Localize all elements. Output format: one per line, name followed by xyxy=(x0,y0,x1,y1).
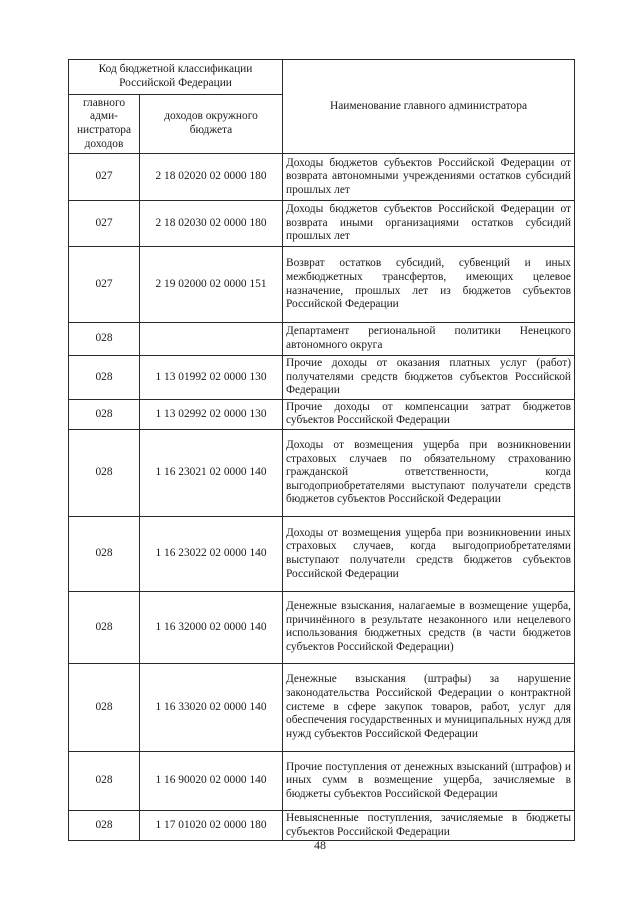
admin-code-cell: 027 xyxy=(69,154,140,201)
income-code-cell: 1 13 02992 02 0000 130 xyxy=(140,399,283,429)
administrator-name-cell: Прочие поступления от денежных взысканий (штрафов) и иных сумм в возмещение ущерба, зачисляемые в бюджеты субъектов Российской Федерации xyxy=(283,751,575,810)
income-code-cell: 1 16 33020 02 0000 140 xyxy=(140,663,283,751)
administrator-name-cell: Прочие доходы от оказания платных услуг (работ) получателями средств бюджетов субъектов Российской Федерации xyxy=(283,356,575,400)
administrator-name-cell: Доходы бюджетов субъектов Российской Федерации от возврата иными организациями остатков субсидий прошлых лет xyxy=(283,201,575,247)
admin-code-cell: 027 xyxy=(69,247,140,323)
income-code-cell: 2 18 02030 02 0000 180 xyxy=(140,201,283,247)
table-body xyxy=(69,154,575,841)
table-row xyxy=(69,399,575,429)
header-budget-code-group: Код бюджетной классификации Российской Федерации xyxy=(69,60,283,95)
income-code-cell: 1 16 23021 02 0000 140 xyxy=(140,429,283,516)
table-header xyxy=(69,60,575,154)
table-row xyxy=(69,154,575,201)
table-row xyxy=(69,810,575,840)
admin-code-cell: 027 xyxy=(69,201,140,247)
header-main-administrator: главного адми-нистратора доходов xyxy=(69,95,140,154)
admin-code-cell: 028 xyxy=(69,810,140,840)
header-administrator-name: Наименование главного администратора xyxy=(283,60,575,154)
table-row xyxy=(69,356,575,400)
administrator-name-cell: Прочие доходы от компенсации затрат бюджетов субъектов Российской Федерации xyxy=(283,399,575,429)
income-code-cell xyxy=(140,323,283,356)
income-code-cell: 1 16 23022 02 0000 140 xyxy=(140,516,283,591)
income-code-cell: 2 18 02020 02 0000 180 xyxy=(140,154,283,201)
administrator-name-cell: Департамент региональной политики Ненецкого автономного округа xyxy=(283,323,575,356)
administrator-name-cell: Невыясненные поступления, зачисляемые в бюджеты субъектов Российской Федерации xyxy=(283,810,575,840)
administrator-name-cell: Доходы от возмещения ущерба при возникновении страховых случаев по обязательному страхованию гражданской ответственности, когда выгодоприобретателями выступают получатели средств бюджетов субъектов Российской Федерации xyxy=(283,429,575,516)
income-code-cell: 1 17 01020 02 0000 180 xyxy=(140,810,283,840)
table-row xyxy=(69,323,575,356)
income-code-cell: 2 19 02000 02 0000 151 xyxy=(140,247,283,323)
admin-code-cell: 028 xyxy=(69,399,140,429)
admin-code-cell: 028 xyxy=(69,663,140,751)
admin-code-cell: 028 xyxy=(69,356,140,400)
table-row xyxy=(69,247,575,323)
table-row xyxy=(69,429,575,516)
page-number: 48 xyxy=(314,838,326,852)
table-row xyxy=(69,663,575,751)
document-page xyxy=(68,59,574,841)
administrator-name-cell: Доходы бюджетов субъектов Российской Федерации от возврата автономными учреждениями остатков субсидий прошлых лет xyxy=(283,154,575,201)
table-row xyxy=(69,751,575,810)
income-code-cell: 1 13 01992 02 0000 130 xyxy=(140,356,283,400)
table-row xyxy=(69,591,575,663)
admin-code-cell: 028 xyxy=(69,516,140,591)
administrator-name-cell: Денежные взыскания (штрафы) за нарушение законодательства Российской Федерации о контрактной системе в сфере закупок товаров, работ, услуг для обеспечения государственных и муниципальных нужд для нужд субъектов Российской Федерации xyxy=(283,663,575,751)
admin-code-cell: 028 xyxy=(69,323,140,356)
administrator-name-cell: Доходы от возмещения ущерба при возникновении иных страховых случаев, когда выгодоприобретателями выступают получатели средств бюджетов субъектов Российской Федерации xyxy=(283,516,575,591)
admin-code-cell: 028 xyxy=(69,591,140,663)
budget-classification-table xyxy=(68,59,575,841)
table-row xyxy=(69,201,575,247)
table-row xyxy=(69,516,575,591)
administrator-name-cell: Возврат остатков субсидий, субвенций и иных межбюджетных трансфертов, имеющих целевое назначение, прошлых лет из бюджетов субъектов Российской Федерации xyxy=(283,247,575,323)
admin-code-cell: 028 xyxy=(69,429,140,516)
administrator-name-cell: Денежные взыскания, налагаемые в возмещение ущерба, причинённого в результате незаконного или нецелевого использования бюджетных средств (в части бюджетов субъектов Российской Федерации) xyxy=(283,591,575,663)
income-code-cell: 1 16 32000 02 0000 140 xyxy=(140,591,283,663)
income-code-cell: 1 16 90020 02 0000 140 xyxy=(140,751,283,810)
header-district-income: доходов окружного бюджета xyxy=(140,95,283,154)
admin-code-cell: 028 xyxy=(69,751,140,810)
